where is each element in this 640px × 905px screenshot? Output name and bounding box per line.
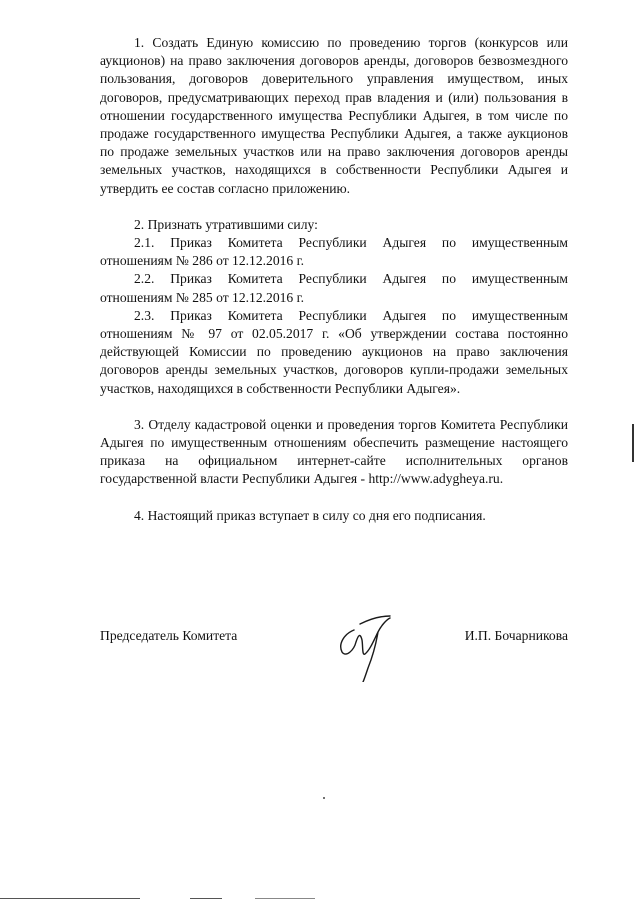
scan-bottom-line xyxy=(255,898,315,899)
paragraph-item-2: 2. Признать утратившими силу: xyxy=(134,216,318,232)
scan-dot xyxy=(323,797,325,799)
paragraph-item-3: 3. Отделу кадастровой оценки и проведения торгов Комитета Республики Адыгея по имущественным отношениям обеспечить размещение настоящего приказа на официальном интернет-сайте исполнительных органов государственной власти Республики Адыгея - http://www.adygheya.ru. xyxy=(100,416,568,487)
paragraph-item-2-2: 2.2. Приказ Комитета Республики Адыгея по имущественным отношениям № 285 от 12.12.2016 г. xyxy=(100,271,568,305)
signature-block xyxy=(100,624,568,694)
scan-bottom-line xyxy=(190,898,222,899)
paragraph-item-2-1: 2.1. Приказ Комитета Республики Адыгея по имущественным отношениям № 286 от 12.12.2016 г. xyxy=(100,235,568,269)
paragraph-item-2-3: 2.3. Приказ Комитета Республики Адыгея по имущественным отношениям № 97 от 02.05.2017 г. «Об утверждении состава постоянно действующей Комиссии по проведению аукционов на право заключения договоров аренды земельных участков, договоров купли-продажи земельных участков, находящихся в собственности Республики Адыгея». xyxy=(100,307,568,396)
paragraph-gap xyxy=(100,489,568,507)
paragraph-gap xyxy=(100,198,568,216)
scan-bottom-line xyxy=(0,898,140,899)
paragraph-item-4: 4. Настоящий приказ вступает в силу со дня его подписания. xyxy=(134,507,486,523)
scan-margin-mark xyxy=(632,424,634,462)
paragraph-item-1: 1. Создать Единую комиссию по проведению торгов (конкурсов или аукционов) на право заключения договоров аренды, договоров безвозмездного пользования, договоров доверительного управления имуществом, иных договоров, предусматривающих переход прав владения и (или) пользования в отношении государственного имущества Республики Адыгея, в том числе по продаже государственного имущества Республики Адыгея, а также аукционов по продаже земельных участков или на право заключения договоров аренды земельных участков, находящихся в собственности Республики Адыгея и утвердить ее состав согласно приложению. xyxy=(100,35,568,196)
document-body xyxy=(100,34,568,525)
signatory-name: И.П. Бочарникова xyxy=(464,628,568,643)
signatory-position: Председатель Комитета xyxy=(100,628,238,643)
handwritten-signature xyxy=(332,610,402,682)
paragraph-gap xyxy=(100,398,568,416)
